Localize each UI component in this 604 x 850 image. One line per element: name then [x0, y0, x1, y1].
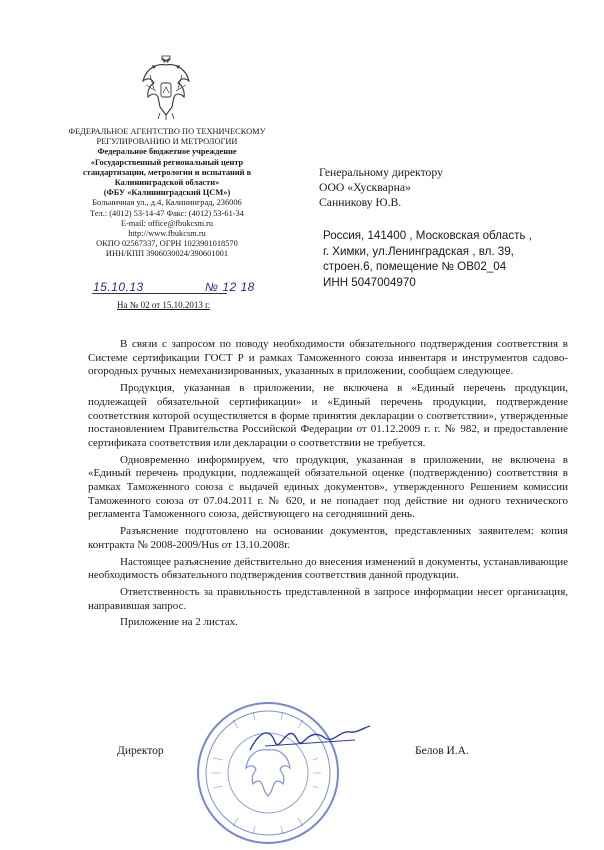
handwritten-date: 15.10.13 — [93, 280, 144, 294]
address-line: г. Химки, ул.Ленинградская , вл. 39, — [323, 244, 514, 258]
date-underline — [92, 293, 227, 294]
handwritten-signature — [245, 720, 375, 760]
addressee-line: Санникову Ю.В. — [319, 196, 402, 209]
org-line: (ФБУ «Калининградский ЦСМ») — [103, 188, 231, 198]
addressee-line: Генеральному директору — [319, 166, 443, 179]
address-line: Россия, 141400 , Московская область , — [323, 229, 532, 242]
address-line: ИНН 5047004970 — [323, 275, 416, 289]
org-line: Федеральное бюджетное учреждение — [97, 147, 237, 157]
org-line: Больничная ул., д.4, Калининград, 236006 — [92, 198, 242, 208]
addressee-block — [319, 165, 443, 210]
address-line: строен.6, помещение № ОВ02_04 — [323, 260, 507, 273]
body-paragraph: В связи с запросом по поводу необходимости обязательного подтверждения соответствия в Системе сертификации ГОСТ Р и рамках Таможенного союза инвентаря и инструментов садово-огородных ручных немеханизированных, указанных в приложении, сообщаем следующее. — [88, 338, 568, 378]
addressee-address — [323, 228, 532, 290]
signatory-title: Директор — [117, 745, 164, 757]
org-line: «Государственный региональный центр — [90, 157, 244, 167]
coat-of-arms-emblem — [140, 55, 192, 121]
body-paragraph: Настоящее разъяснение действительно до внесения изменений в документы, устанавливающие необходимость обязательного подтверждения соответствия данной продукции. — [88, 555, 568, 582]
org-line: ИНН/КПП 3906030024/390601001 — [105, 249, 229, 259]
addressee-line: ООО «Хускварна» — [319, 181, 411, 194]
org-line: http://www.fbukcsm.ru — [128, 229, 206, 239]
org-line: ФЕДЕРАЛЬНОЕ АГЕНТСТВО ПО ТЕХНИЧЕСКОМУ — [68, 127, 266, 136]
org-line: РЕГУЛИРОВАНИЮ И МЕТРОЛОГИИ — [96, 137, 238, 147]
body-paragraph: Разъяснение подготовлено на основании документов, представленных заявителем: копия контракта № 2008-2009/Hus от 13.10.2008г. — [88, 525, 568, 551]
org-line: Калининградской области» — [114, 178, 220, 188]
reference-text: На № 02 от 15.10.2013 г. — [117, 300, 211, 310]
reference-line — [117, 300, 210, 310]
body-paragraph: Ответственность за правильность представленной в запросе информации несет организация, направившая запрос. — [88, 585, 568, 612]
org-line: Тел.: (4012) 53-14-47 Факс: (4012) 53-61-34 — [90, 208, 244, 218]
org-line: стандартизации, метрологии и испытаний в — [82, 167, 252, 177]
body-paragraph: Продукция, указанная в приложении, не включена в «Единый перечень продукции, подлежащей обязательной сертификации» и «Единый перечень продукции, подтверждение соответствия которой осуществляется в форме принятия декларации о соответствии», утвержденные постановлением Правительства Российской Федерации от 01.12.2009 г. г. № 982, и предоставление сертификата соответствия или декларации о соответствии не требуется. — [88, 382, 568, 449]
body-paragraph: Приложение на 2 листах. — [120, 616, 238, 629]
signatory-name: Белов И.А. — [415, 745, 469, 757]
handwritten-number: № 12 18 — [205, 280, 255, 294]
letter-body — [88, 338, 568, 633]
org-line: E-mail: office@fbukcsm.ru — [120, 218, 214, 228]
organization-letterhead — [52, 127, 282, 260]
org-line: ОКПО 02567337, ОГРН 1023901018570 — [96, 239, 238, 249]
body-paragraph: Одновременно информируем, что продукция, указанная в приложении, не включена в «Единый перечень продукции, подлежащей обязательной оценке (подтверждению) соответствия в рамках Таможенного союза с выдачей единых документов», утвержденного Решением комиссии Таможенного союза от 07.04.2011 г. № 620, и не попадает под действие ни одного технического регламента Таможенного союза, действующего на сегодняшний день. — [88, 453, 568, 521]
